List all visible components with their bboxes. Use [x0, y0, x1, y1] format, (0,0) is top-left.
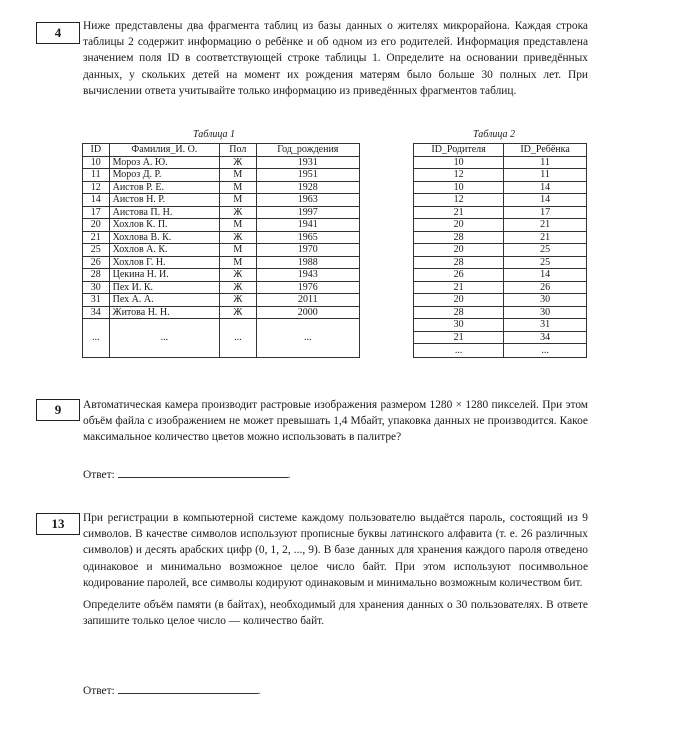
- table-cell: 26: [83, 256, 110, 269]
- table-cell: Ж: [220, 206, 257, 219]
- table-cell: Пех А. А.: [109, 294, 219, 307]
- table-row: [414, 281, 587, 294]
- table-cell: 21: [83, 231, 110, 244]
- table-cell: 12: [83, 181, 110, 194]
- table-cell: М: [220, 169, 257, 182]
- task-4-text: [83, 18, 588, 99]
- table-row: [414, 306, 587, 319]
- table-cell: М: [220, 256, 257, 269]
- task-9-paragraph: Автоматическая камера производит растровые изображения размером 1280 × 1280 пикселей. При этом объём файла с изображением не может превышать 1,4 Мбайт, упаковка данных не производится. Какое максимальное количество цветов можно использовать в палитре?: [83, 399, 588, 444]
- table-cell: Ж: [220, 269, 257, 282]
- ellipsis-cell: ...: [83, 319, 110, 358]
- table-cell: 10: [83, 156, 110, 169]
- task-4-paragraph: Ниже представлены два фрагмента таблиц из базы данных о жителях микрорайона. Каждая строка таблицы 2 содержит информацию о ребёнке и об одном из его родителей. Информация представлена значением поля ID в соответствующей строке таблицы 1. Определите на основании приведённых данных, у скольких детей на момент их рождения матерям было больше 30 полных лет. При вычислении ответа учитывайте только информацию из приведённых фрагментов таблиц.: [83, 20, 588, 97]
- table-cell: 28: [414, 231, 504, 244]
- table-cell: Хохлов К. П.: [109, 219, 219, 232]
- task-13-answer-field[interactable]: [118, 683, 258, 694]
- table-cell: Аистов Н. Р.: [109, 194, 219, 207]
- table-cell: 1988: [256, 256, 359, 269]
- table-2: [413, 143, 587, 358]
- table-cell: 12: [414, 169, 504, 182]
- task-13-answer-label: Ответ:: [83, 685, 115, 697]
- table-cell: Ж: [220, 294, 257, 307]
- t2-header-cell: ID_Ребёнка: [504, 144, 587, 157]
- table-row: [83, 294, 360, 307]
- task-13-paragraph-1: При регистрации в компьютерной системе каждому пользователю выдаётся пароль, состоящий из 9 символов. В качестве символов используют прописные буквы латинского алфавита (т. е. 26 различных символов) и десять арабских цифр (0, 1, 2, ..., 9). В базе данных для хранения каждого пароля отведено одинаковое и минимально возможное целое число байт. При этом используют посимвольное кодирование паролей, все символы кодируют одинаковым и минимально возможным количеством бит.: [83, 512, 588, 589]
- table-row: [414, 269, 587, 282]
- task-9-answer: Ответ: .: [83, 469, 291, 481]
- table-cell: 28: [414, 256, 504, 269]
- task-13-answer: Ответ: .: [83, 685, 261, 697]
- table-row: [414, 194, 587, 207]
- table-cell: 20: [83, 219, 110, 232]
- ellipsis-cell: ...: [109, 319, 219, 358]
- table-cell: 21: [414, 331, 504, 344]
- task-9-answer-label: Ответ:: [83, 469, 115, 481]
- table-2-caption: Таблица 2: [473, 129, 515, 140]
- table-cell: 12: [414, 194, 504, 207]
- table-cell: 21: [414, 281, 504, 294]
- table-row: [414, 294, 587, 307]
- table-cell: Житова Н. Н.: [109, 306, 219, 319]
- table-cell: 14: [504, 269, 587, 282]
- table-cell: 1965: [256, 231, 359, 244]
- table-cell: 26: [414, 269, 504, 282]
- table-cell: 2000: [256, 306, 359, 319]
- table-cell: Ж: [220, 231, 257, 244]
- table-row: [414, 231, 587, 244]
- task-13-paragraph-2: Определите объём памяти (в байтах), необходимый для хранения данных о 30 пользователях. В ответе запишите только целое число — количество байт.: [83, 599, 588, 628]
- table-cell: 21: [504, 219, 587, 232]
- t1-header-cell: Фамилия_И. О.: [109, 144, 219, 157]
- table-row: [83, 256, 360, 269]
- table-cell: Мороз Д. Р.: [109, 169, 219, 182]
- table-cell: 34: [83, 306, 110, 319]
- table-cell: 20: [414, 294, 504, 307]
- table-cell: 20: [414, 244, 504, 257]
- table-cell: Ж: [220, 281, 257, 294]
- table-row: [414, 319, 587, 332]
- table-cell: Ж: [220, 156, 257, 169]
- table-row: [414, 156, 587, 169]
- table-cell: 28: [414, 306, 504, 319]
- t1-header-cell: ID: [83, 144, 110, 157]
- table-cell: Мороз А. Ю.: [109, 156, 219, 169]
- ellipsis-row: [83, 319, 360, 358]
- table-cell: 1963: [256, 194, 359, 207]
- table-row: [83, 206, 360, 219]
- t1-header-cell: Год_рождения: [256, 144, 359, 157]
- table-row: [83, 156, 360, 169]
- task-13-text: [83, 510, 588, 629]
- ellipsis-row: [414, 344, 587, 358]
- table-cell: 1976: [256, 281, 359, 294]
- ellipsis-cell: ...: [220, 319, 257, 358]
- table-cell: М: [220, 194, 257, 207]
- table-cell: 30: [83, 281, 110, 294]
- table-cell: 31: [504, 319, 587, 332]
- table-cell: 10: [414, 181, 504, 194]
- table-cell: 30: [504, 306, 587, 319]
- table-row: [83, 269, 360, 282]
- table-cell: 11: [504, 169, 587, 182]
- table-cell: М: [220, 181, 257, 194]
- table-row: [83, 306, 360, 319]
- table-1-caption: Таблица 1: [193, 129, 235, 140]
- table-cell: 25: [504, 256, 587, 269]
- table-cell: 34: [504, 331, 587, 344]
- table-cell: Цекина Н. И.: [109, 269, 219, 282]
- table-cell: М: [220, 244, 257, 257]
- table-cell: 11: [83, 169, 110, 182]
- table-cell: 2011: [256, 294, 359, 307]
- table-cell: 10: [414, 156, 504, 169]
- table-row: [414, 244, 587, 257]
- ellipsis-cell: ...: [504, 344, 587, 358]
- ellipsis-cell: ...: [256, 319, 359, 358]
- table-cell: 14: [504, 181, 587, 194]
- table-cell: 25: [504, 244, 587, 257]
- table-cell: 1997: [256, 206, 359, 219]
- table-row: [83, 169, 360, 182]
- table-cell: 11: [504, 156, 587, 169]
- table-cell: 21: [504, 231, 587, 244]
- table-cell: Хохлова В. К.: [109, 231, 219, 244]
- table-cell: 30: [414, 319, 504, 332]
- table-cell: 31: [83, 294, 110, 307]
- table-1: [82, 143, 360, 358]
- table-cell: 26: [504, 281, 587, 294]
- table-row: [414, 219, 587, 232]
- table-cell: 28: [83, 269, 110, 282]
- table-cell: 17: [83, 206, 110, 219]
- table-cell: 1931: [256, 156, 359, 169]
- table-cell: Хохлов А. К.: [109, 244, 219, 257]
- task-4-number: 4: [36, 22, 80, 44]
- table-row: [414, 206, 587, 219]
- t1-header-cell: Пол: [220, 144, 257, 157]
- table-row: [414, 331, 587, 344]
- table-cell: Аистова П. Н.: [109, 206, 219, 219]
- table-cell: 1951: [256, 169, 359, 182]
- table-row: [83, 181, 360, 194]
- table-cell: Пех И. К.: [109, 281, 219, 294]
- table-row: [83, 244, 360, 257]
- table-row: [83, 281, 360, 294]
- table-row: [414, 256, 587, 269]
- table-row: [414, 169, 587, 182]
- task-9-text: [83, 397, 588, 446]
- table-cell: 21: [414, 206, 504, 219]
- table-row: [414, 181, 587, 194]
- table-cell: 1970: [256, 244, 359, 257]
- table-cell: 1928: [256, 181, 359, 194]
- table-cell: Хохлов Г. Н.: [109, 256, 219, 269]
- task-9-number: 9: [36, 399, 80, 421]
- ellipsis-cell: ...: [414, 344, 504, 358]
- table-cell: 1943: [256, 269, 359, 282]
- table-cell: Аистов Р. Е.: [109, 181, 219, 194]
- t2-header-cell: ID_Родителя: [414, 144, 504, 157]
- table-cell: 25: [83, 244, 110, 257]
- table-cell: М: [220, 219, 257, 232]
- task-13-number: 13: [36, 513, 80, 535]
- table-cell: Ж: [220, 306, 257, 319]
- table-cell: 17: [504, 206, 587, 219]
- table-cell: 1941: [256, 219, 359, 232]
- table-cell: 14: [83, 194, 110, 207]
- table-row: [83, 219, 360, 232]
- table-cell: 14: [504, 194, 587, 207]
- table-row: [83, 231, 360, 244]
- table-row: [83, 194, 360, 207]
- table-cell: 30: [504, 294, 587, 307]
- task-9-answer-field[interactable]: [118, 467, 288, 478]
- table-cell: 20: [414, 219, 504, 232]
